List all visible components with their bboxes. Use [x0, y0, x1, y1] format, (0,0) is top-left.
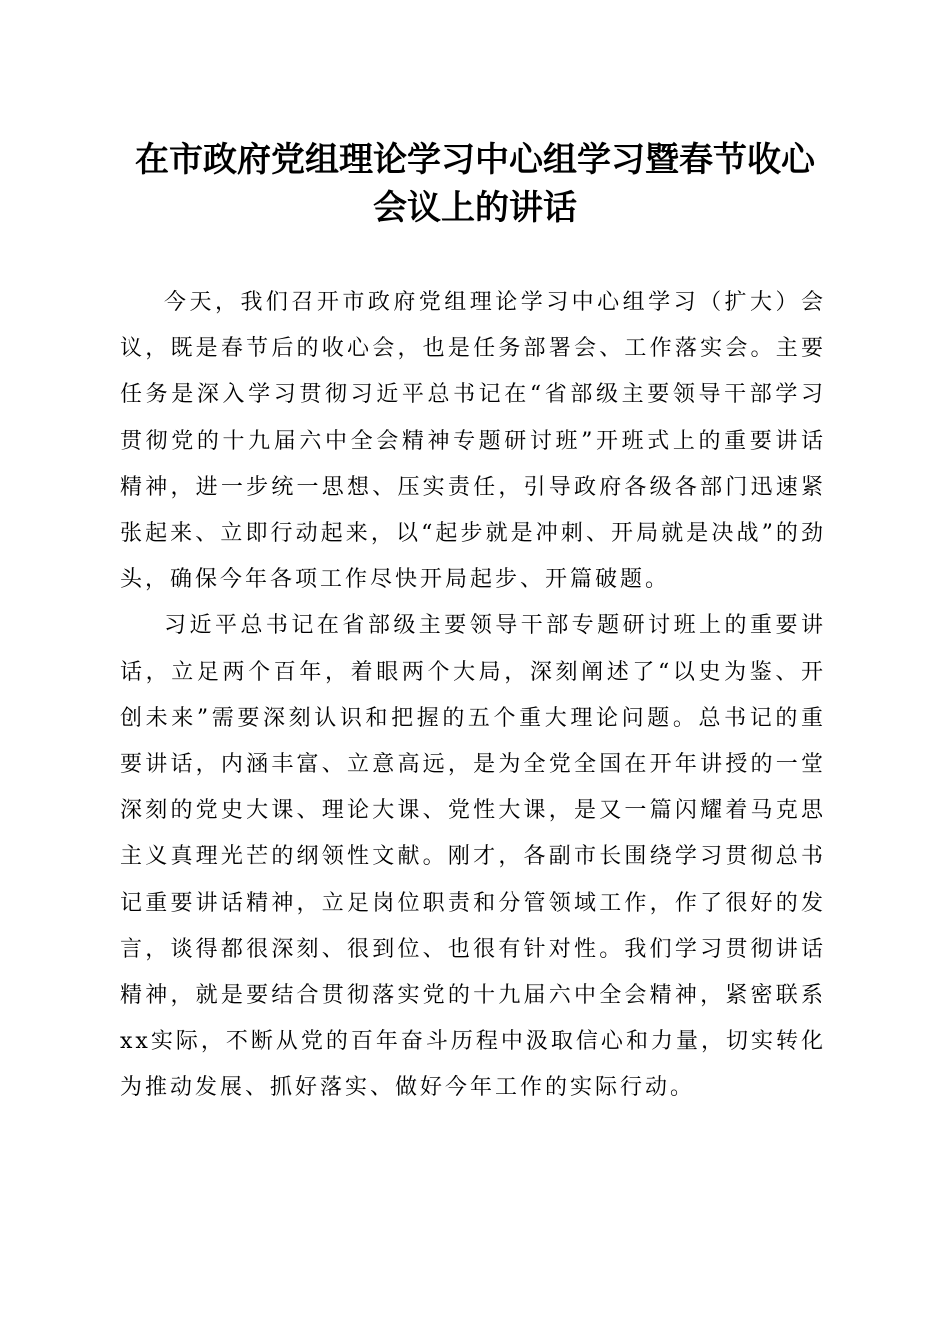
title-line-1: 在市政府党组理论学习中心组学习暨春节收心: [135, 140, 815, 180]
paragraph-1: 今天，我们召开市政府党组理论学习中心组学习（扩大）会议，既是春节后的收心会，也是任务部署会、工作落实会。主要任务是深入学习贯彻习近平总书记在“省部级主要领导干部学习贯彻党的十九届六中全会精神专题研讨班”开班式上的重要讲话精神，进一步统一思想、压实责任，引导政府各级各部门迅速紧张起来、立即行动起来，以“起步就是冲刺、开局就是决战”的劲头，确保今年各项工作尽快开局起步、开篇破题。: [120, 290, 826, 593]
document-body: [120, 280, 826, 1112]
paragraph-2: 习近平总书记在省部级主要领导干部专题研讨班上的重要讲话，立足两个百年，着眼两个大局，深刻阐述了“以史为鉴、开创未来”需要深刻认识和把握的五个重大理论问题。总书记的重要讲话，内涵丰富、立意高远，是为全党全国在开年讲授的一堂深刻的党史大课、理论大课、党性大课，是又一篇闪耀着马克思主义真理光芒的纲领性文献。刚才，各副市长围绕学习贯彻总书记重要讲话精神，立足岗位职责和分管领域工作，作了很好的发言，谈得都很深刻、很到位、也很有针对性。我们学习贯彻讲话精神，就是要结合贯彻落实党的十九届六中全会精神，紧密联系xx实际，不断从党的百年奋斗历程中汲取信心和力量，切实转化为推动发展、抓好落实、做好今年工作的实际行动。: [120, 613, 826, 1101]
title-line-2: 会议上的讲话: [373, 188, 577, 228]
document-title: [100, 136, 850, 232]
